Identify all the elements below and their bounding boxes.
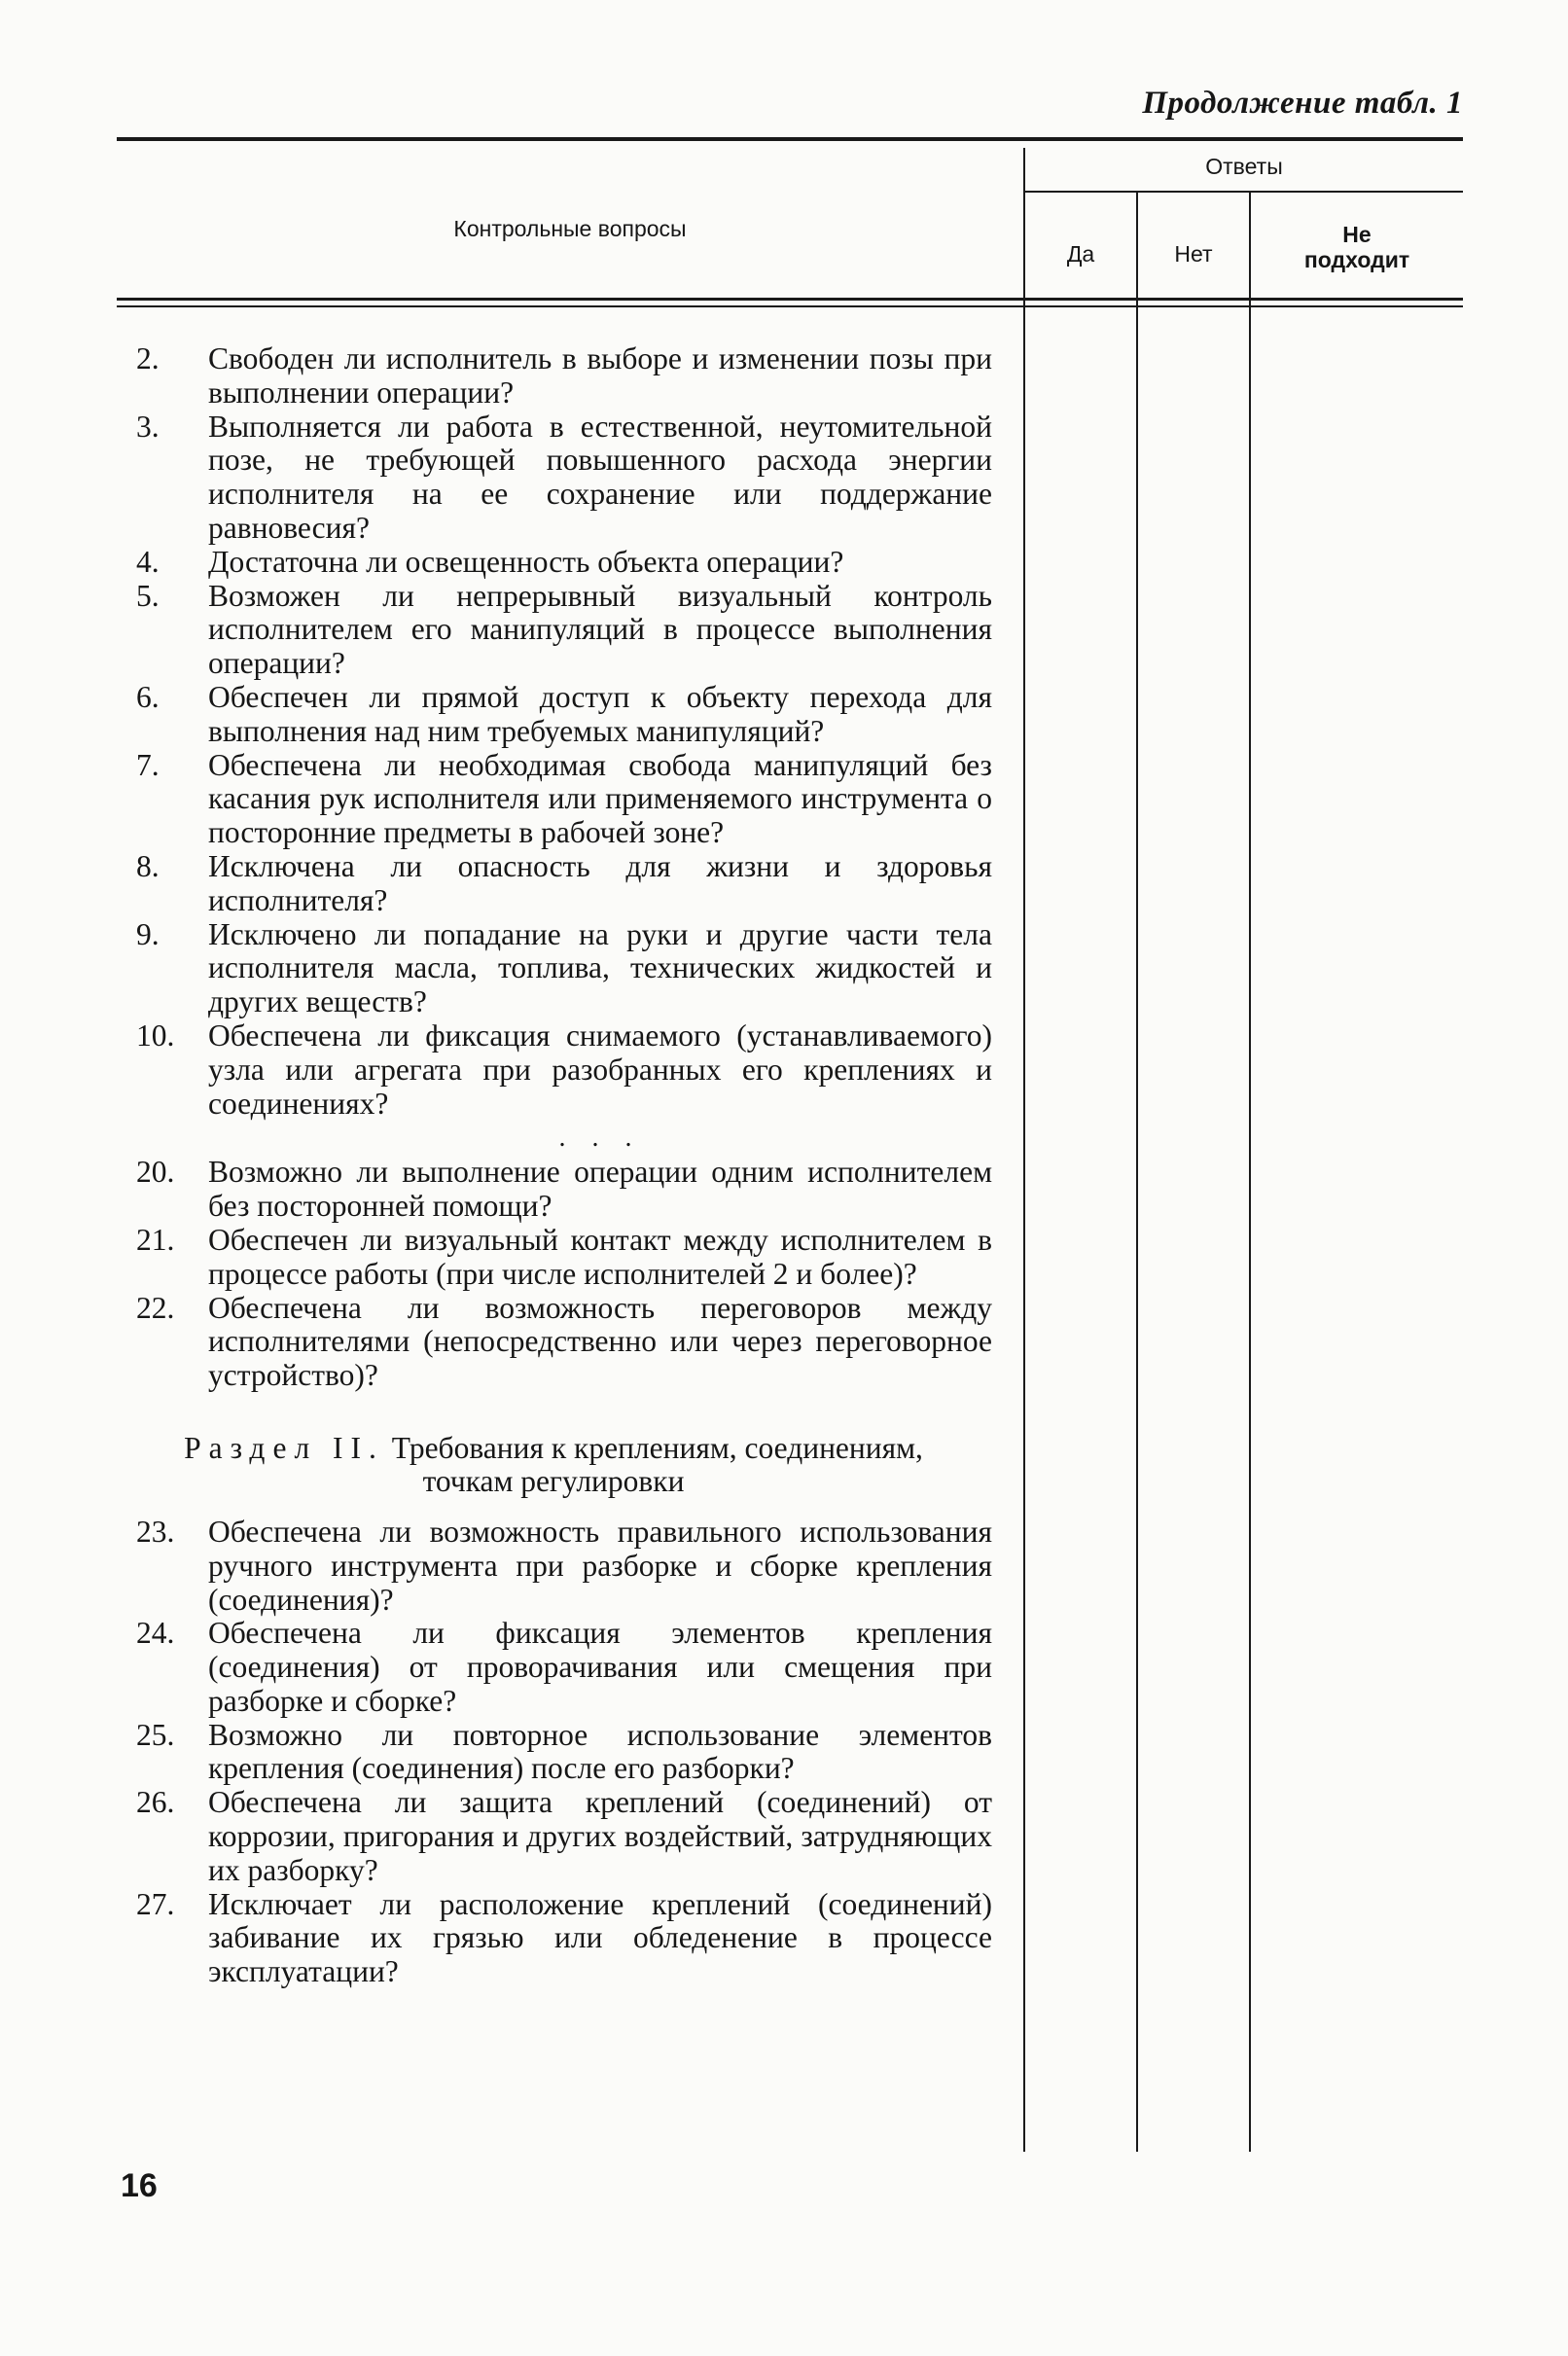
- question-item: [136, 546, 992, 580]
- question-number: 5.: [136, 578, 160, 613]
- table-continuation-label: Продолжение табл. 1: [1142, 86, 1463, 121]
- question-number: 25.: [136, 1717, 175, 1752]
- question-item: [136, 918, 992, 1019]
- question-item: [136, 1516, 992, 1617]
- question-number: 9.: [136, 916, 160, 951]
- question-item: [136, 1617, 992, 1718]
- question-text: Обеспечена ли возможность переговоров между исполнителями (непосредственно или через переговорное устройство)?: [208, 1290, 992, 1393]
- header-questions: Контрольные вопросы: [453, 216, 687, 241]
- question-text: Обеспечена ли защита креплений (соединений) от коррозии, пригорания и других воздействий, затрудняющих их разборку?: [208, 1785, 992, 1887]
- question-item: [136, 1019, 992, 1121]
- question-number: 3.: [136, 409, 160, 444]
- question-item: [136, 1888, 992, 1989]
- question-number: 21.: [136, 1222, 175, 1257]
- question-text: Исключает ли расположение креплений (соединений) забивание их грязью или обледенение в процессе эксплуатации?: [208, 1886, 992, 1989]
- question-item: [136, 681, 992, 749]
- question-text: Достаточна ли освещенность объекта операции?: [208, 544, 844, 579]
- section-title-line2: точкам регулировки: [422, 1463, 685, 1498]
- question-item: [136, 1292, 992, 1393]
- question-number: 4.: [136, 544, 160, 579]
- question-text: Возможно ли выполнение операции одним исполнителем без посторонней помощи?: [208, 1155, 992, 1224]
- question-number: 2.: [136, 341, 160, 375]
- question-number: 6.: [136, 679, 160, 714]
- header-na-text: Не подходит: [1303, 222, 1410, 273]
- question-text: Обеспечена ли фиксация элементов крепления (соединения) от проворачивания или смещения при разборке и сборке?: [208, 1616, 992, 1718]
- col-divider-questions: [1023, 148, 1025, 2152]
- question-number: 20.: [136, 1155, 175, 1190]
- question-text: Обеспечен ли прямой доступ к объекту перехода для выполнения над ним требуемых манипуляций?: [208, 679, 992, 748]
- question-text: Свободен ли исполнитель в выборе и изменении позы при выполнении операции?: [208, 341, 992, 410]
- question-text: Обеспечена ли фиксация снимаемого (устанавливаемого) узла или агрегата при разобранных его креплениях и соединениях?: [208, 1017, 992, 1121]
- question-number: 10.: [136, 1017, 175, 1053]
- header-bottom-rule: [117, 298, 1463, 301]
- question-item: [136, 1786, 992, 1887]
- header-yes: Да: [1066, 241, 1095, 267]
- question-number: 22.: [136, 1290, 175, 1325]
- section-title-line1: Требования к креплениям, соединениям,: [391, 1430, 923, 1465]
- question-text: Обеспечена ли необходимая свобода манипуляций без касания рук исполнителя или применяемого инструмента о посторонние предметы в рабочей зоне?: [208, 747, 992, 850]
- question-number: 8.: [136, 848, 160, 883]
- question-item: [136, 749, 992, 850]
- question-number: 23.: [136, 1514, 175, 1549]
- col-divider-yes-no: [1136, 193, 1138, 2152]
- question-item: [136, 850, 992, 918]
- question-item: [136, 580, 992, 681]
- header-no: Нет: [1174, 241, 1213, 267]
- answers-divider-rule: [1025, 191, 1463, 193]
- question-text: Возможно ли повторное использование элементов крепления (соединения) после его разборки?: [208, 1717, 992, 1786]
- header-bottom-rule-2: [117, 305, 1463, 307]
- section-label: Раздел II.: [184, 1430, 384, 1465]
- page-number: 16: [121, 2167, 158, 2204]
- question-number: 27.: [136, 1886, 175, 1921]
- question-text: Исключена ли опасность для жизни и здоровья исполнителя?: [208, 848, 992, 917]
- question-text: Выполняется ли работа в естественной, неутомительной позе, не требующей повышенного расхода энергии исполнителя на ее сохранение или поддержание равновесия?: [208, 409, 992, 545]
- question-number: 7.: [136, 747, 160, 782]
- section-heading: [115, 1432, 992, 1498]
- col-divider-no-na: [1249, 193, 1251, 2152]
- question-item: [136, 342, 992, 411]
- question-text: Обеспечен ли визуальный контакт между исполнителем в процессе работы (при числе исполнителей 2 и более)?: [208, 1222, 992, 1291]
- header-answers: Ответы: [1205, 154, 1283, 179]
- table-top-rule: [117, 137, 1463, 141]
- question-text: Обеспечена ли возможность правильного использования ручного инструмента при разборке и сборке крепления (соединения)?: [208, 1514, 992, 1617]
- question-item: [136, 1719, 992, 1787]
- omitted-items-ellipsis: . . .: [558, 1123, 642, 1154]
- question-number: 26.: [136, 1785, 175, 1820]
- question-item: [136, 1224, 992, 1292]
- question-number: 24.: [136, 1616, 175, 1651]
- question-text: Возможен ли непрерывный визуальный контроль исполнителем его манипуляций в процессе выполнения операции?: [208, 578, 992, 681]
- question-list: [136, 342, 992, 1989]
- question-text: Исключено ли попадание на руки и другие части тела исполнителя масла, топлива, технических жидкостей и других веществ?: [208, 916, 992, 1019]
- question-item: [136, 1156, 992, 1224]
- header-not-applicable: [1251, 222, 1463, 273]
- question-item: [136, 411, 992, 546]
